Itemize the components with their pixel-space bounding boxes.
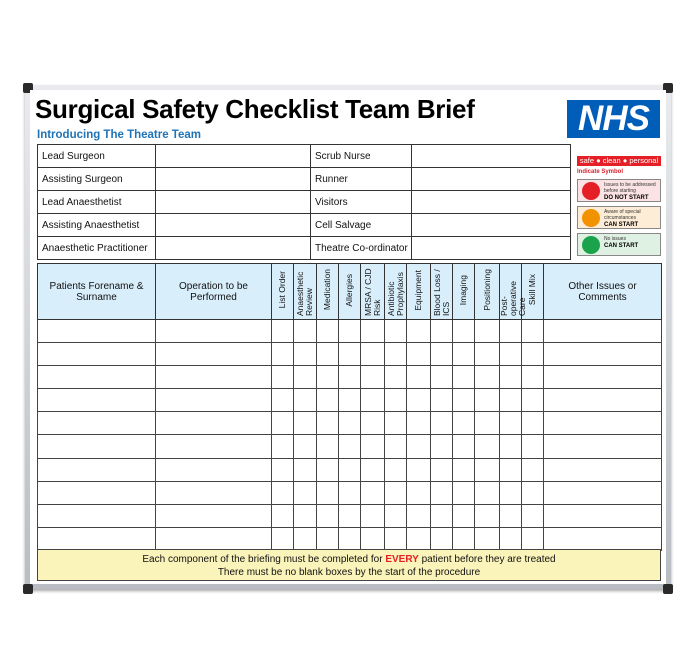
grid-cell[interactable]: [431, 458, 453, 481]
grid-cell[interactable]: [544, 458, 662, 481]
grid-cell[interactable]: [317, 343, 339, 366]
grid-cell[interactable]: [361, 366, 385, 389]
status-dot-icon: [582, 236, 600, 254]
status-dot-icon: [582, 182, 600, 200]
patient-row: [38, 343, 662, 366]
grid-cell[interactable]: [407, 504, 431, 527]
grid-cell[interactable]: [272, 412, 294, 435]
grid-cell[interactable]: [294, 481, 317, 504]
grid-cell[interactable]: [385, 458, 407, 481]
grid-cell[interactable]: [294, 504, 317, 527]
instructions-banner: [37, 549, 661, 581]
grid-cell[interactable]: [272, 527, 294, 550]
patient-row: [38, 481, 662, 504]
column-header-label: Positioning: [481, 269, 492, 311]
patient-row: [38, 458, 662, 481]
grid-cell[interactable]: [544, 320, 662, 343]
check-column-header: [453, 264, 475, 320]
operation-header: Operation to be Performed: [156, 264, 272, 320]
grid-cell[interactable]: [339, 527, 361, 550]
grid-cell[interactable]: [361, 458, 385, 481]
column-header-label: List Order: [277, 271, 287, 309]
team-role-label: Scrub Nurse: [311, 145, 412, 168]
grid-cell[interactable]: [453, 320, 475, 343]
grid-cell[interactable]: [544, 389, 662, 412]
check-column-header: [361, 264, 385, 320]
team-name-field[interactable]: [412, 214, 571, 237]
grid-cell[interactable]: [156, 366, 272, 389]
grid-cell[interactable]: [156, 504, 272, 527]
grid-cell[interactable]: [156, 389, 272, 412]
team-table: [37, 144, 571, 260]
team-row: [38, 214, 571, 237]
indicator-status: CAN START: [604, 243, 639, 249]
grid-cell[interactable]: [339, 481, 361, 504]
grid-cell[interactable]: [317, 412, 339, 435]
grid-cell[interactable]: [38, 527, 156, 550]
team-role-label: Assisting Surgeon: [38, 168, 156, 191]
grid-cell[interactable]: [453, 504, 475, 527]
grid-cell[interactable]: [294, 343, 317, 366]
grid-cell[interactable]: [475, 366, 500, 389]
grid-cell[interactable]: [453, 343, 475, 366]
grid-cell[interactable]: [38, 366, 156, 389]
check-column-header: [317, 264, 339, 320]
grid-cell[interactable]: [272, 504, 294, 527]
grid-cell[interactable]: [544, 412, 662, 435]
grid-cell[interactable]: [407, 481, 431, 504]
grid-cell[interactable]: [385, 527, 407, 550]
grid-cell[interactable]: [431, 366, 453, 389]
column-header-label: Imaging: [458, 274, 468, 306]
grid-cell[interactable]: [500, 458, 522, 481]
grid-cell[interactable]: [544, 481, 662, 504]
grid-cell[interactable]: [407, 343, 431, 366]
grid-cell[interactable]: [339, 320, 361, 343]
team-name-field[interactable]: [412, 145, 571, 168]
grid-cell[interactable]: [475, 412, 500, 435]
team-role-label: Cell Salvage: [311, 214, 412, 237]
grid-cell[interactable]: [407, 458, 431, 481]
team-role-label: Lead Anaesthetist: [38, 191, 156, 214]
other-issues-header: Other Issues or Comments: [544, 264, 662, 320]
indicator-title: Indicate Symbol: [577, 169, 624, 175]
grid-cell[interactable]: [431, 481, 453, 504]
grid-cell[interactable]: [317, 481, 339, 504]
column-header-label: Anaesthetic Review: [295, 271, 314, 316]
team-name-field[interactable]: [156, 214, 311, 237]
grid-cell[interactable]: [272, 458, 294, 481]
grid-cell[interactable]: [500, 435, 522, 458]
grid-cell[interactable]: [475, 320, 500, 343]
grid-cell[interactable]: [361, 389, 385, 412]
page-title: Surgical Safety Checklist Team Brief: [35, 94, 475, 124]
grid-cell[interactable]: [156, 527, 272, 550]
grid-cell[interactable]: [500, 366, 522, 389]
nhs-tagline: safe ● clean ● personal: [577, 156, 661, 166]
patient-row: [38, 389, 662, 412]
indicator-item: [577, 233, 661, 256]
grid-cell[interactable]: [544, 504, 662, 527]
nhs-logo: NHS: [567, 100, 660, 138]
column-header-label: Allergies: [344, 273, 354, 307]
grid-cell[interactable]: [385, 366, 407, 389]
grid-cell[interactable]: [339, 435, 361, 458]
grid-cell[interactable]: [522, 320, 544, 343]
team-row: [38, 191, 571, 214]
column-header-label: Post-operative Care: [499, 281, 527, 316]
column-header-label: Skill Mix: [527, 274, 537, 306]
team-row: [38, 145, 571, 168]
grid-cell[interactable]: [385, 389, 407, 412]
patient-row: [38, 412, 662, 435]
grid-cell[interactable]: [522, 435, 544, 458]
grid-cell[interactable]: [38, 412, 156, 435]
grid-cell[interactable]: [339, 412, 361, 435]
grid-cell[interactable]: [407, 412, 431, 435]
grid-cell[interactable]: [361, 527, 385, 550]
grid-cell[interactable]: [294, 435, 317, 458]
grid-cell[interactable]: [294, 412, 317, 435]
team-role-label: Visitors: [311, 191, 412, 214]
grid-cell[interactable]: [522, 366, 544, 389]
grid-cell[interactable]: [544, 343, 662, 366]
grid-cell[interactable]: [317, 435, 339, 458]
grid-cell[interactable]: [475, 458, 500, 481]
grid-cell[interactable]: [500, 527, 522, 550]
grid-cell[interactable]: [294, 527, 317, 550]
team-name-field[interactable]: [412, 191, 571, 214]
check-column-header: [475, 264, 500, 320]
grid-cell[interactable]: [294, 389, 317, 412]
patient-name-header: Patients Forename & Surname: [38, 264, 156, 320]
grid-cell[interactable]: [407, 435, 431, 458]
check-column-header: [407, 264, 431, 320]
check-column-header: [272, 264, 294, 320]
grid-cell[interactable]: [272, 366, 294, 389]
grid-cell[interactable]: [544, 527, 662, 550]
column-header-label: MRSA / CJD Risk: [362, 268, 382, 316]
grid-cell[interactable]: [453, 527, 475, 550]
patient-row: [38, 504, 662, 527]
check-column-header: [339, 264, 361, 320]
grid-cell[interactable]: [385, 320, 407, 343]
column-header-label: Blood Loss / ICS: [431, 269, 451, 316]
grid-cell[interactable]: [156, 435, 272, 458]
grid-cell[interactable]: [385, 504, 407, 527]
check-column-header: [431, 264, 453, 320]
grid-cell[interactable]: [38, 435, 156, 458]
grid-cell[interactable]: [272, 343, 294, 366]
indicator-status: CAN START: [604, 222, 639, 228]
grid-cell[interactable]: [500, 504, 522, 527]
grid-cell[interactable]: [500, 412, 522, 435]
team-name-field[interactable]: [156, 191, 311, 214]
whiteboard: [30, 90, 666, 584]
grid-cell[interactable]: [431, 527, 453, 550]
grid-cell[interactable]: [38, 389, 156, 412]
team-role-label: Assisting Anaesthetist: [38, 214, 156, 237]
grid-cell[interactable]: [38, 343, 156, 366]
check-column-header: [294, 264, 317, 320]
grid-cell[interactable]: [361, 320, 385, 343]
indicator-description: No issues: [604, 236, 626, 242]
grid-cell[interactable]: [317, 389, 339, 412]
grid-cell[interactable]: [431, 343, 453, 366]
grid-cell[interactable]: [475, 481, 500, 504]
grid-cell[interactable]: [475, 343, 500, 366]
grid-cell[interactable]: [156, 481, 272, 504]
grid-cell[interactable]: [522, 527, 544, 550]
every-emphasis: EVERY: [385, 554, 419, 565]
grid-cell[interactable]: [544, 366, 662, 389]
grid-cell[interactable]: [453, 412, 475, 435]
grid-cell[interactable]: [339, 366, 361, 389]
grid-cell[interactable]: [272, 389, 294, 412]
grid-cell[interactable]: [361, 435, 385, 458]
grid-cell[interactable]: [431, 412, 453, 435]
grid-cell[interactable]: [475, 504, 500, 527]
grid-cell[interactable]: [317, 366, 339, 389]
grid-cell[interactable]: [317, 527, 339, 550]
grid-cell[interactable]: [453, 481, 475, 504]
grid-cell[interactable]: [294, 366, 317, 389]
patient-checklist-grid: [37, 263, 662, 551]
grid-cell[interactable]: [339, 389, 361, 412]
indicator-description: Aware of special circumstances: [604, 209, 641, 221]
grid-cell[interactable]: [453, 366, 475, 389]
grid-cell[interactable]: [500, 320, 522, 343]
grid-cell[interactable]: [294, 458, 317, 481]
grid-cell[interactable]: [317, 458, 339, 481]
grid-cell[interactable]: [156, 343, 272, 366]
indicator-item: [577, 206, 661, 229]
grid-cell[interactable]: [522, 481, 544, 504]
indicator-item: [577, 179, 661, 202]
grid-cell[interactable]: [361, 412, 385, 435]
grid-cell[interactable]: [407, 366, 431, 389]
team-name-field[interactable]: [156, 168, 311, 191]
grid-cell[interactable]: [294, 320, 317, 343]
grid-cell[interactable]: [544, 435, 662, 458]
patient-row: [38, 366, 662, 389]
grid-cell[interactable]: [317, 504, 339, 527]
grid-cell[interactable]: [431, 389, 453, 412]
team-name-field[interactable]: [412, 237, 571, 260]
team-name-field[interactable]: [412, 168, 571, 191]
grid-cell[interactable]: [431, 435, 453, 458]
grid-cell[interactable]: [522, 389, 544, 412]
grid-cell[interactable]: [500, 389, 522, 412]
grid-cell[interactable]: [385, 435, 407, 458]
grid-cell[interactable]: [156, 412, 272, 435]
grid-cell[interactable]: [500, 481, 522, 504]
team-row: [38, 237, 571, 260]
grid-cell[interactable]: [407, 320, 431, 343]
grid-cell[interactable]: [339, 504, 361, 527]
grid-cell[interactable]: [339, 343, 361, 366]
grid-cell[interactable]: [38, 481, 156, 504]
grid-cell[interactable]: [272, 481, 294, 504]
grid-cell[interactable]: [361, 481, 385, 504]
grid-cell[interactable]: [339, 458, 361, 481]
grid-cell[interactable]: [38, 320, 156, 343]
grid-cell[interactable]: [272, 435, 294, 458]
check-column-header: [499, 264, 527, 320]
indicator-description: Issues to be addressed before starting: [604, 182, 656, 194]
indicator-status: DO NOT START: [604, 195, 649, 201]
grid-cell[interactable]: [475, 389, 500, 412]
grid-cell[interactable]: [522, 412, 544, 435]
grid-cell[interactable]: [385, 481, 407, 504]
patient-row: [38, 527, 662, 550]
frame-corner: [23, 584, 33, 594]
instruction-line-1: Each component of the briefing must be completed for EVERY patient before they are treated: [142, 554, 556, 565]
grid-cell[interactable]: [272, 320, 294, 343]
grid-cell[interactable]: [38, 458, 156, 481]
team-name-field[interactable]: [156, 237, 311, 260]
grid-cell[interactable]: [385, 412, 407, 435]
team-name-field[interactable]: [156, 145, 311, 168]
grid-cell[interactable]: [475, 435, 500, 458]
grid-cell[interactable]: [38, 504, 156, 527]
patient-row: [38, 320, 662, 343]
grid-cell[interactable]: [431, 320, 453, 343]
column-header-label: Medication: [322, 269, 332, 311]
grid-cell[interactable]: [500, 343, 522, 366]
grid-cell[interactable]: [385, 343, 407, 366]
team-row: [38, 168, 571, 191]
column-header-label: Equipment: [413, 269, 423, 311]
grid-cell[interactable]: [407, 527, 431, 550]
grid-cell[interactable]: [431, 504, 453, 527]
team-role-label: Anaesthetic Practitioner: [38, 237, 156, 260]
patient-row: [38, 435, 662, 458]
grid-cell[interactable]: [317, 320, 339, 343]
grid-cell[interactable]: [156, 458, 272, 481]
grid-cell[interactable]: [453, 458, 475, 481]
team-role-label: Runner: [311, 168, 412, 191]
grid-cell[interactable]: [453, 435, 475, 458]
grid-cell[interactable]: [453, 389, 475, 412]
team-role-label: Theatre Co-ordinator: [311, 237, 412, 260]
grid-cell[interactable]: [361, 343, 385, 366]
grid-cell[interactable]: [522, 458, 544, 481]
grid-cell[interactable]: [407, 389, 431, 412]
grid-cell[interactable]: [361, 504, 385, 527]
instruction-line-2: There must be no blank boxes by the start of the procedure: [217, 567, 481, 578]
check-column-header: [385, 264, 407, 320]
grid-cell[interactable]: [156, 320, 272, 343]
grid-cell[interactable]: [522, 504, 544, 527]
grid-cell[interactable]: [475, 527, 500, 550]
section-subtitle: Introducing The Theatre Team: [37, 129, 201, 141]
frame-corner: [663, 584, 673, 594]
status-dot-icon: [582, 209, 600, 227]
grid-cell[interactable]: [522, 343, 544, 366]
column-header-label: Antibiotic Prophylaxis: [385, 272, 405, 316]
team-role-label: Lead Surgeon: [38, 145, 156, 168]
